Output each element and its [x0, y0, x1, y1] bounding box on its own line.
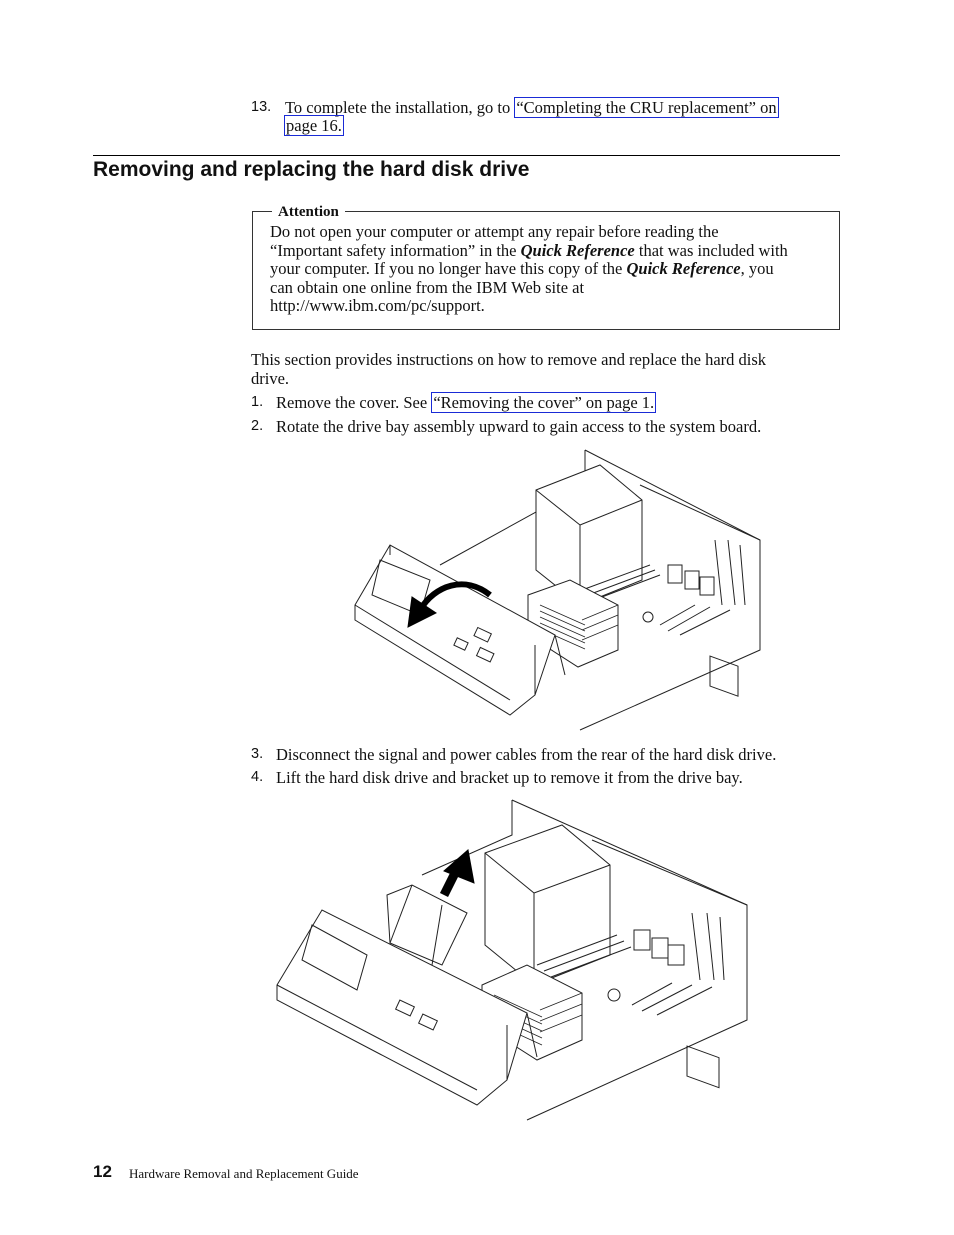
step-1-text [276, 394, 656, 413]
step-number: 1. [251, 394, 264, 410]
attention-span: , you [740, 259, 774, 278]
step-13-text [285, 99, 825, 118]
step-4-text: Lift the hard disk drive and bracket up to remove it from the drive bay. [276, 768, 743, 787]
completing-cru-link-cont[interactable]: page 16. [286, 116, 342, 135]
section-title: Removing and replacing the hard disk drive [93, 158, 530, 181]
step-number: 4. [251, 769, 264, 785]
removing-cover-link[interactable]: “Removing the cover” on page 1. [433, 393, 655, 412]
attention-url: http://www.ibm.com/pc/support. [270, 296, 485, 315]
attention-line: Do not open your computer or attempt any repair before reading the [270, 222, 719, 241]
intro-line: This section provides instructions on how to remove and replace the hard disk [251, 350, 767, 369]
attention-span: that was included with [634, 240, 788, 260]
step-13-text-cont [284, 117, 344, 136]
step-3-text: Disconnect the signal and power cables from the rear of the hard disk drive. [276, 745, 777, 764]
attention-text [270, 223, 832, 316]
step-text: Remove the cover. See [276, 393, 432, 412]
attention-label: Attention [272, 203, 345, 222]
intro-line: drive. [251, 368, 290, 388]
hard-disk-lift-illustration [272, 795, 752, 1125]
attention-line [270, 260, 832, 279]
intro-paragraph [251, 351, 831, 388]
attention-span: “Important safety information” in the [270, 240, 521, 260]
attention-line: can obtain one online from the IBM Web site at [270, 277, 585, 297]
step-number: 13. [251, 99, 272, 115]
step-text: To complete the installation, go to [285, 98, 515, 117]
attention-line [270, 242, 832, 261]
drive-bay-rotate-illustration [350, 445, 765, 735]
quick-reference-emphasis: Quick Reference [626, 259, 741, 278]
page-number: 12 [93, 1162, 112, 1181]
guide-title: Hardware Removal and Replacement Guide [129, 1166, 359, 1181]
step-number: 2. [251, 418, 264, 434]
step-number: 3. [251, 746, 264, 762]
attention-span: your computer. If you no longer have this copy of the [270, 259, 627, 278]
quick-reference-emphasis: Quick Reference [520, 240, 635, 260]
section-divider [93, 155, 840, 156]
step-2-text: Rotate the drive bay assembly upward to gain access to the system board. [276, 417, 762, 436]
completing-cru-link[interactable]: “Completing the CRU replacement” on [516, 98, 777, 117]
